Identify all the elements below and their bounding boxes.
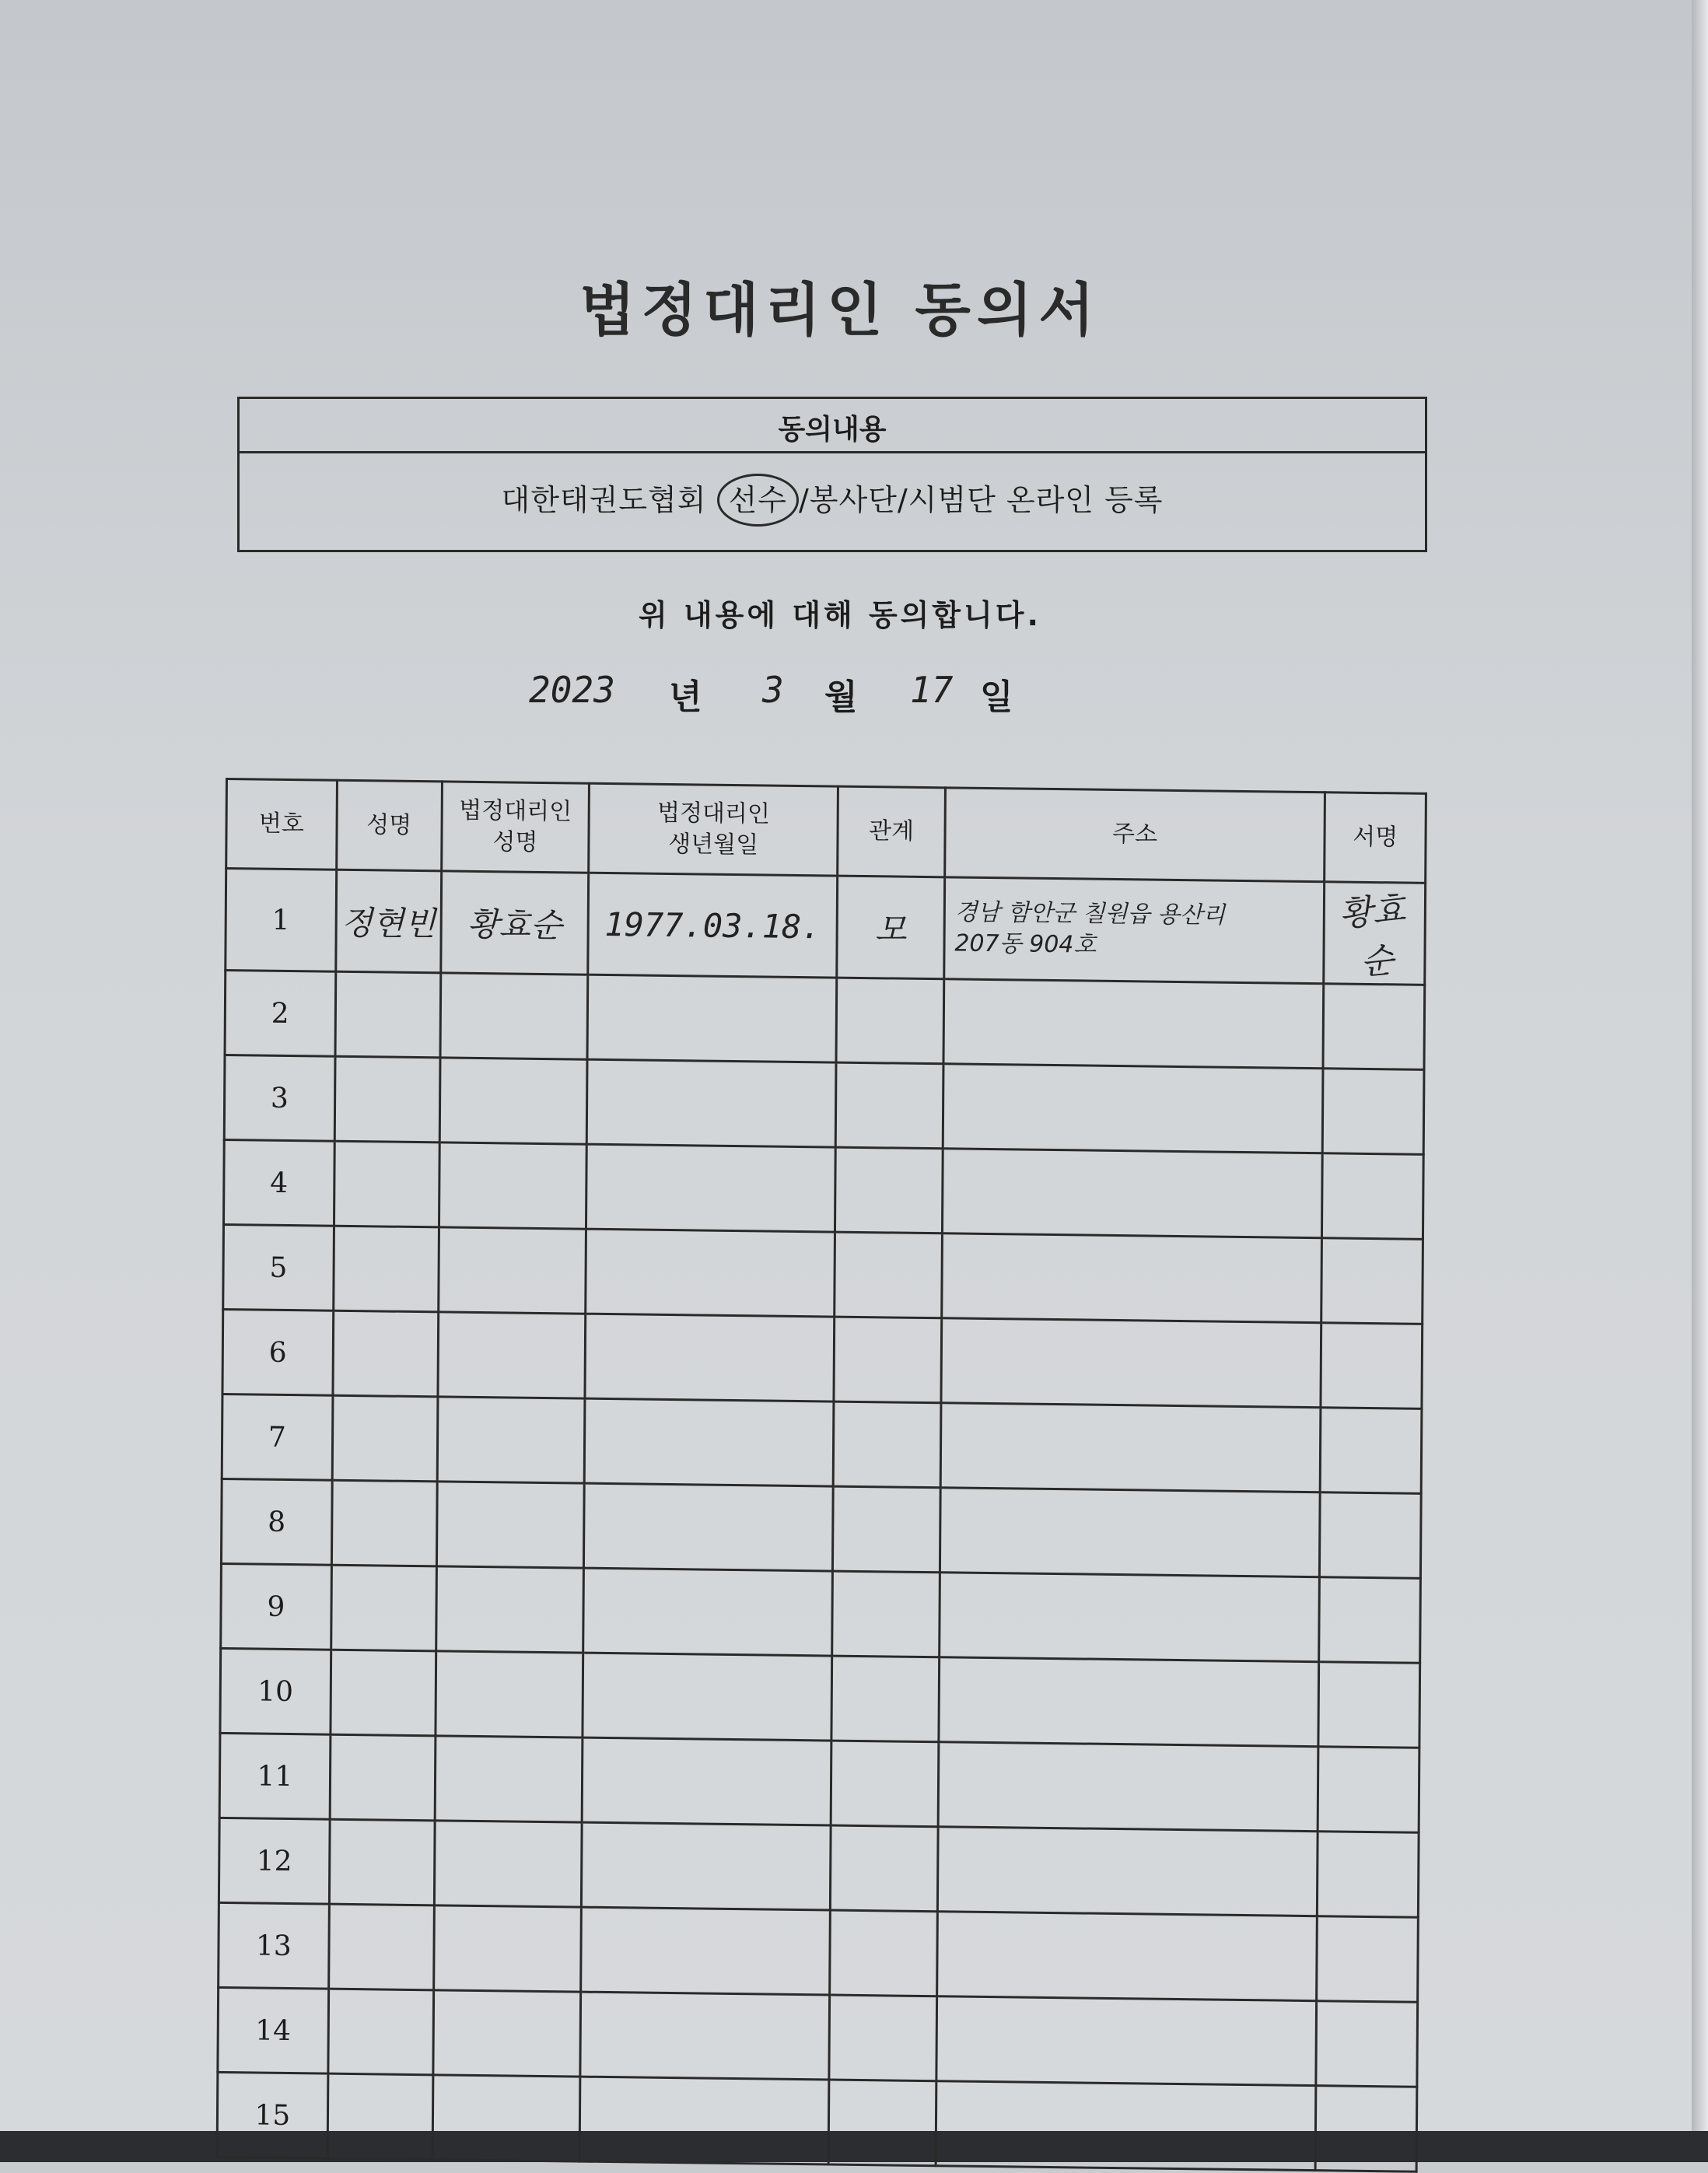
row-address (944, 877, 1325, 984)
row-number: 10 (220, 1648, 331, 1734)
row-address-line1 (947, 2038, 1315, 2043)
row-relation (831, 1741, 938, 1827)
row-signature (1318, 1747, 1419, 1833)
paper-edge (1692, 0, 1708, 2131)
agree-statement: 위 내용에 대해 동의합니다. (639, 598, 1041, 632)
row-relation (831, 1656, 939, 1742)
row-address-line1 (950, 1615, 1318, 1619)
row-number: 12 (219, 1818, 329, 1904)
consent-box (237, 397, 1427, 552)
row-guardian-birth (584, 1483, 834, 1571)
row-address-line1 (950, 1530, 1318, 1534)
row-address (942, 1233, 1322, 1323)
row-address-line2 (947, 2038, 1315, 2043)
row-address-line2 (952, 1360, 1320, 1365)
row-relation (832, 1571, 940, 1657)
row-relation (833, 1401, 940, 1488)
row-guardian-name (440, 973, 589, 1059)
row-guardian-birth (585, 1398, 835, 1486)
row-guardian-birth (579, 2077, 829, 2164)
row-relation (836, 978, 943, 1064)
row-address-line2 (950, 1615, 1318, 1619)
table-row (219, 1818, 1419, 1917)
document-title: 법정대리인 동의서 (579, 277, 1101, 344)
consent-prefix: 대한태권도협회 (501, 483, 717, 517)
row-name (328, 1904, 434, 1990)
row-guardian-name (436, 1482, 585, 1568)
date-day-label: 일 (980, 677, 1013, 717)
row-guardian-name (438, 1227, 586, 1314)
consent-rest: /봉사단/시범단 온라인 등록 (798, 483, 1164, 517)
header-guardian-name-line1: 법정대리인 (459, 796, 572, 826)
row-address-line2 (950, 1699, 1318, 1704)
row-relation (828, 2080, 936, 2166)
row-guardian-name (437, 1397, 586, 1483)
row-signature (1321, 1323, 1422, 1409)
row-address-line1 (949, 1784, 1317, 1789)
row-name (331, 1650, 436, 1736)
row-number: 2 (225, 971, 335, 1057)
row-number: 11 (219, 1733, 330, 1819)
table-row (222, 1394, 1422, 1493)
row-address-line1: 경남 함안군 칠원읍 용산리 (954, 898, 1226, 929)
header-name: 성명 (336, 780, 442, 871)
row-guardian-name (438, 1312, 586, 1398)
registration-table (216, 778, 1427, 2173)
row-relation (834, 1317, 941, 1403)
table-row (221, 1563, 1421, 1663)
row-address (942, 1149, 1322, 1238)
row-name (333, 1226, 439, 1312)
row-address-line1 (953, 1191, 1321, 1195)
row-address-line1 (952, 1275, 1320, 1280)
header-signature: 서명 (1325, 793, 1426, 884)
row-address (938, 1742, 1318, 1832)
row-guardian-name: 황효순 (440, 871, 589, 975)
row-guardian-birth (581, 1907, 831, 1995)
table-row (217, 2072, 1417, 2171)
row-guardian-birth (582, 1737, 831, 1825)
row-name (334, 1141, 439, 1227)
row-number: 6 (222, 1309, 333, 1395)
row-relation (833, 1486, 940, 1573)
table-row (219, 1733, 1419, 1832)
row-guardian-birth (583, 1653, 832, 1741)
row-number: 9 (221, 1563, 331, 1650)
row-number: 8 (221, 1478, 331, 1565)
row-relation (835, 1232, 942, 1318)
row-relation (831, 1825, 938, 1912)
table-row (219, 1902, 1419, 2002)
date-month-label: 월 (824, 677, 858, 717)
header-guardian-name-line2: 성명 (492, 828, 538, 856)
row-name (331, 1480, 437, 1566)
table-header-row (226, 779, 1426, 884)
row-signature (1322, 1069, 1423, 1155)
row-number: 14 (218, 1987, 328, 2073)
row-signature (1317, 1916, 1418, 2003)
row-address-line2 (953, 1191, 1321, 1195)
row-guardian-birth (587, 975, 837, 1062)
row-name (329, 1819, 435, 1905)
row-number: 1 (226, 869, 337, 972)
row-number: 3 (224, 1055, 334, 1141)
row-address-line1 (950, 1699, 1318, 1704)
row-number: 15 (217, 2072, 327, 2158)
row-signature (1318, 1832, 1419, 1918)
row-address-line1 (954, 1021, 1322, 1026)
row-address-line2: 207동 904호 (954, 929, 1097, 959)
row-guardian-name (439, 1058, 588, 1144)
row-address-line1 (947, 1954, 1315, 1958)
row-address-line1 (951, 1445, 1319, 1450)
row-address (940, 1488, 1320, 1577)
row-address-line2 (952, 1275, 1320, 1280)
row-address-line2 (951, 1445, 1319, 1450)
row-name (334, 1056, 440, 1142)
table-row (222, 1309, 1423, 1408)
row-guardian-name (436, 1651, 584, 1737)
table-row (223, 1224, 1423, 1324)
row-address (943, 1064, 1323, 1153)
row-address-line1 (948, 1869, 1316, 1874)
table-row (221, 1478, 1421, 1578)
row-relation: 모 (837, 876, 945, 979)
row-address-line1 (947, 2123, 1314, 2128)
row-address-line1 (954, 1106, 1321, 1111)
row-signature (1320, 1408, 1421, 1494)
row-name (328, 1989, 434, 2075)
row-address (943, 979, 1324, 1069)
header-guardian-name (441, 782, 590, 873)
row-name (327, 2073, 433, 2160)
row-signature (1315, 2086, 1416, 2172)
row-guardian-birth (587, 1059, 837, 1147)
header-guardian-birth-line1: 법정대리인 (656, 799, 771, 828)
row-relation (829, 1995, 936, 2081)
date-year-label: 년 (669, 677, 702, 717)
table-row (226, 869, 1426, 985)
row-signature (1324, 882, 1426, 985)
row-name: 정현빈 (335, 870, 441, 973)
row-relation (830, 1910, 937, 1996)
row-relation (835, 1147, 943, 1233)
row-guardian-name (434, 1821, 583, 1907)
date-day: 17 (910, 669, 954, 711)
row-relation (835, 1062, 943, 1149)
row-address-line2 (948, 1869, 1316, 1874)
table-row (225, 971, 1425, 1070)
table-row (223, 1139, 1423, 1239)
row-address-line2 (954, 1106, 1321, 1111)
header-guardian-birth (589, 783, 838, 876)
header-address: 주소 (944, 788, 1325, 882)
row-signature (1321, 1238, 1423, 1324)
date-line (521, 669, 1143, 731)
row-guardian-name (433, 1905, 582, 1992)
row-guardian-birth (586, 1229, 835, 1317)
row-name (331, 1565, 436, 1651)
header-number: 번호 (226, 779, 337, 870)
date-year: 2023 (529, 669, 615, 711)
row-address (940, 1403, 1321, 1492)
row-address (936, 1996, 1317, 2086)
row-signature (1322, 1153, 1423, 1240)
row-signature (1318, 1662, 1419, 1748)
row-address-line2 (950, 1530, 1318, 1534)
row-address (941, 1318, 1321, 1408)
row-guardian-name (436, 1566, 584, 1653)
row-number: 4 (223, 1139, 334, 1226)
row-name (335, 971, 441, 1058)
row-address (936, 1912, 1317, 2001)
row-address-line2 (947, 2123, 1314, 2128)
table-row (220, 1648, 1420, 1748)
row-guardian-birth: 1977.03.18. (588, 873, 838, 978)
consent-content (240, 453, 1425, 547)
row-guardian-birth (582, 1822, 831, 1910)
header-guardian-birth-line2: 생년월일 (668, 830, 759, 859)
row-guardian-name (439, 1142, 587, 1229)
row-signature (1323, 984, 1424, 1070)
row-signature-mark: 황효순 (1337, 889, 1408, 983)
row-guardian-birth (585, 1314, 835, 1401)
row-address-line1 (952, 1360, 1320, 1365)
row-name (330, 1734, 436, 1821)
row-signature (1319, 1577, 1420, 1664)
row-guardian-birth (580, 1992, 830, 2080)
row-number: 7 (222, 1394, 332, 1480)
row-number: 5 (223, 1224, 334, 1310)
circled-option: 선수 (717, 474, 799, 527)
row-signature (1316, 2001, 1417, 2087)
table-row (218, 1987, 1418, 2087)
row-number: 13 (219, 1902, 329, 1989)
row-address-line2 (954, 1021, 1322, 1026)
row-guardian-name (435, 1736, 583, 1822)
row-name (332, 1395, 438, 1482)
row-signature (1320, 1492, 1421, 1579)
row-guardian-birth (583, 1568, 833, 1656)
table-row (224, 1055, 1424, 1154)
row-address-line2 (947, 1954, 1315, 1958)
header-relation: 관계 (838, 786, 945, 877)
row-guardian-name (432, 2075, 581, 2161)
row-address (937, 1827, 1318, 1916)
consent-header: 동의내용 (240, 399, 1425, 453)
row-address-line2 (949, 1784, 1317, 1789)
row-guardian-birth (586, 1144, 836, 1232)
row-address (939, 1573, 1319, 1662)
row-guardian-name (432, 1990, 581, 2077)
row-address (936, 2081, 1316, 2171)
row-name (333, 1310, 439, 1397)
date-month: 3 (762, 669, 784, 711)
row-address (939, 1657, 1319, 1747)
